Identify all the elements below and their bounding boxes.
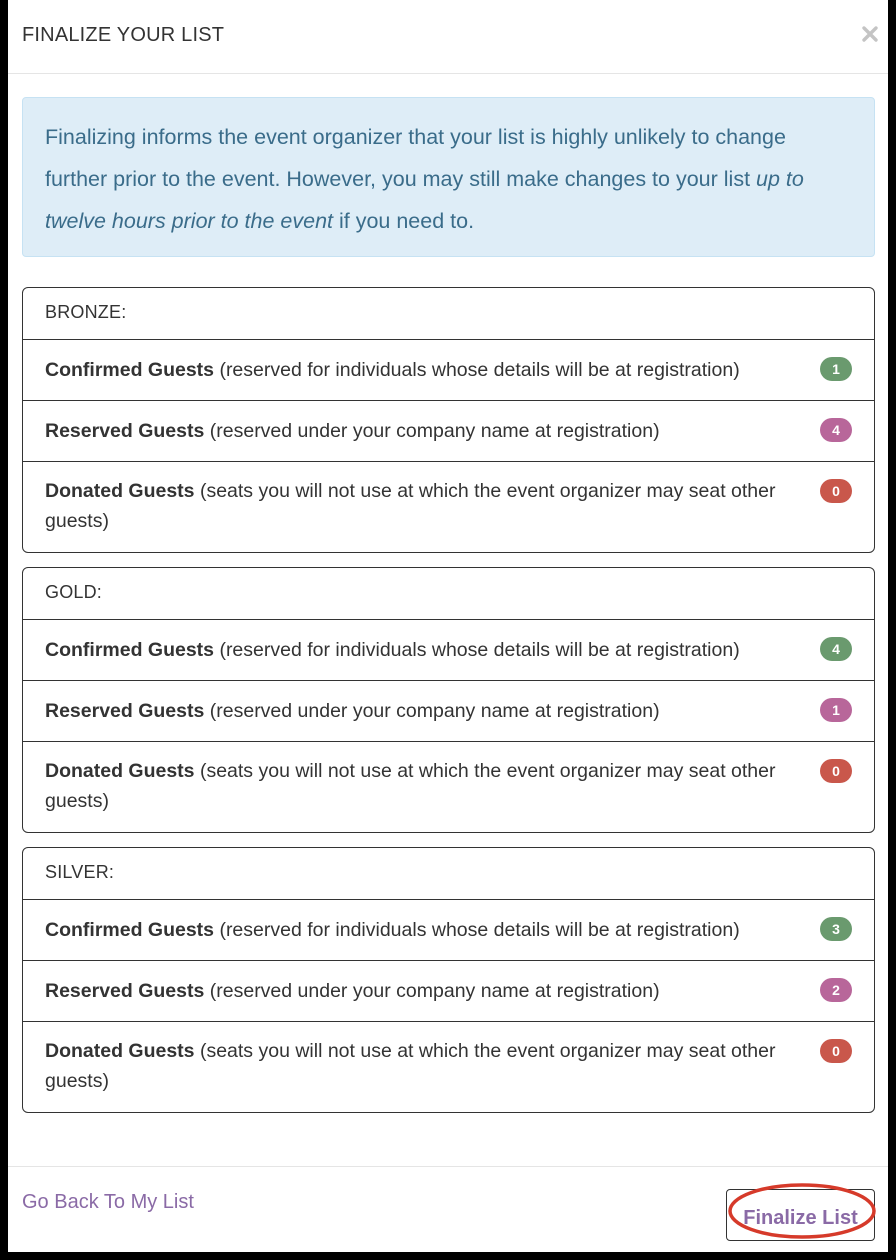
row-description: (seats you will not use at which the event organizer may seat other guests): [45, 480, 776, 532]
row-description: (reserved under your company name at registration): [204, 420, 660, 442]
modal-footer: [8, 1166, 888, 1252]
confirmed-guests-row: [23, 620, 874, 681]
count-badge: 1: [820, 357, 852, 381]
row-description: (seats you will not use at which the event organizer may seat other guests): [45, 1040, 776, 1092]
tier-panel-silver: [22, 847, 875, 1113]
row-label: Confirmed Guests: [45, 359, 215, 381]
modal-title: FINALIZE YOUR LIST: [22, 24, 225, 46]
info-text-end: if you need to.: [333, 209, 475, 233]
row-description: (reserved for individuals whose details will be at registration): [214, 919, 740, 941]
donated-guests-row: [23, 462, 874, 552]
row-label: Donated Guests: [45, 1040, 195, 1062]
reserved-guests-row: [23, 961, 874, 1022]
tier-panel-gold: [22, 567, 875, 833]
close-button[interactable]: [858, 22, 882, 48]
info-alert: [22, 97, 875, 257]
confirmed-guests-row: [23, 340, 874, 401]
count-badge: 1: [820, 698, 852, 722]
row-description: (reserved for individuals whose details will be at registration): [214, 639, 740, 661]
count-badge: 3: [820, 917, 852, 941]
row-label: Donated Guests: [45, 480, 195, 502]
donated-guests-row: [23, 742, 874, 832]
count-badge: 0: [820, 759, 852, 783]
tier-heading: GOLD:: [23, 568, 874, 620]
confirmed-guests-row: [23, 900, 874, 961]
row-label: Reserved Guests: [45, 420, 205, 442]
row-label: Confirmed Guests: [45, 639, 215, 661]
count-badge: 0: [820, 479, 852, 503]
info-text: Finalizing informs the event organizer that your list is highly unlikely to change further prior to the event. However, you may still make changes to your list: [45, 125, 786, 191]
reserved-guests-row: [23, 681, 874, 742]
info-emphasis: up to twelve hours prior to the event: [45, 167, 804, 233]
count-badge: 0: [820, 1039, 852, 1063]
tier-panel-bronze: [22, 287, 875, 553]
donated-guests-row: [23, 1022, 874, 1112]
row-description: (reserved under your company name at registration): [204, 980, 660, 1002]
row-description: (reserved for individuals whose details will be at registration): [214, 359, 740, 381]
tier-heading: SILVER:: [23, 848, 874, 900]
reserved-guests-row: [23, 401, 874, 462]
row-description: (seats you will not use at which the event organizer may seat other guests): [45, 760, 776, 812]
tier-heading: BRONZE:: [23, 288, 874, 340]
row-label: Donated Guests: [45, 760, 195, 782]
go-back-link[interactable]: Go Back To My List: [22, 1191, 194, 1213]
row-label: Reserved Guests: [45, 700, 205, 722]
close-icon: [861, 25, 879, 46]
row-description: (reserved under your company name at registration): [204, 700, 660, 722]
modal-header: [8, 0, 888, 74]
finalize-modal: [8, 0, 888, 1252]
row-label: Reserved Guests: [45, 980, 205, 1002]
count-badge: 4: [820, 637, 852, 661]
finalize-list-button[interactable]: Finalize List: [726, 1189, 875, 1241]
count-badge: 4: [820, 418, 852, 442]
row-label: Confirmed Guests: [45, 919, 215, 941]
count-badge: 2: [820, 978, 852, 1002]
